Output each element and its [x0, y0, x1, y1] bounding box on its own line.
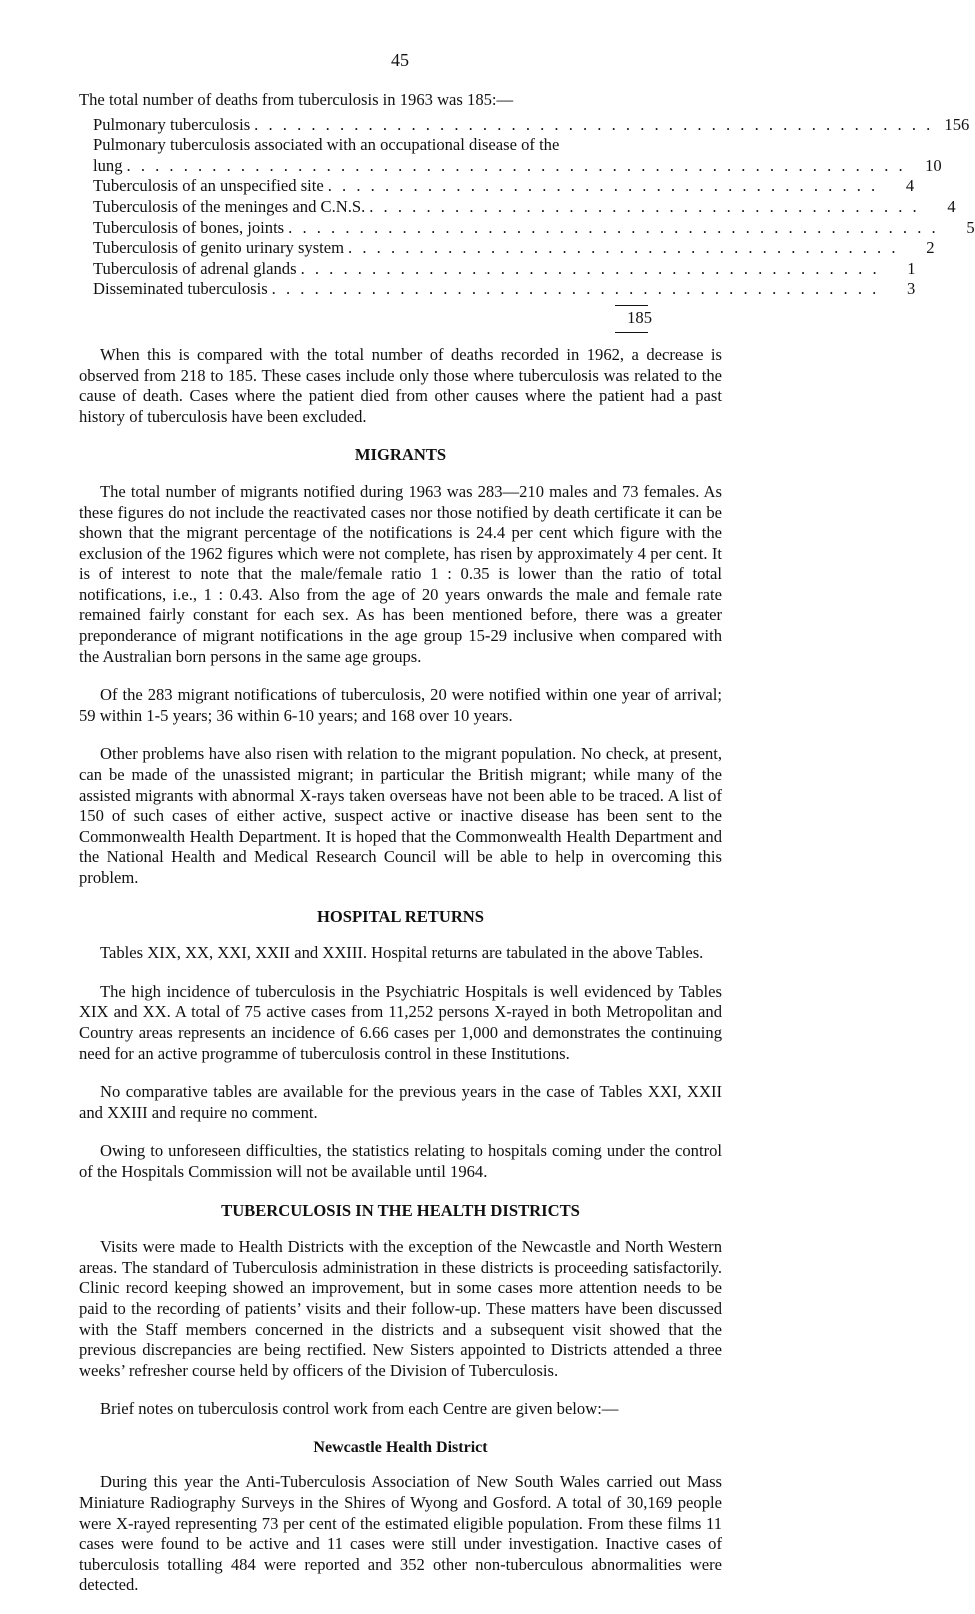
hospital-paragraph: Tables XIX, XX, XXI, XXII and XXIII. Hospital returns are tabulated in the above Tables. — [100, 943, 704, 963]
row-label: Tuberculosis of adrenal glands — [93, 258, 297, 278]
deaths-total: 185 — [627, 307, 652, 327]
table-row — [93, 217, 975, 239]
migrants-heading: MIGRANTS — [354, 445, 447, 465]
total-rule-bottom — [615, 332, 648, 333]
page-number: 45 — [391, 50, 409, 70]
row-value: 10 — [925, 155, 942, 175]
row-label: Tuberculosis of an unspecified site — [93, 176, 324, 196]
health-districts-heading: TUBERCULOSIS IN THE HEALTH DISTRICTS — [221, 1200, 580, 1220]
table-row — [93, 196, 956, 218]
row-value: 5 — [966, 217, 975, 237]
dot-leader: . . . . . . . . . . . . . . . . . . . . . . . . . . . . . . . . . . . . . . . . . . . . . . . . . . . . . . . — [126, 155, 906, 175]
districts-paragraph: Visits were made to Health Districts with the exception of the Newcastle and North Western areas. The standard of Tuberculosis administration in these districts is proceeding satisfactorily. Clinic record keeping showed an improvement, but in some cases more attention needs to be paid to the recording of patients’ visits and their follow-up. These matters have been discussed with the Staff members concerned in the districts and a subsequent visit showed that the previous discrepancies are being rectified. New Sisters appointed to Districts attended a three weeks’ refresher course held by officers of the Division of Tuberculosis. — [79, 1237, 722, 1380]
dot-leader: . . . . . . . . . . . . . . . . . . . . . . . . . . . . . . . . . . . . . . . — [369, 196, 920, 216]
row-value: 156 — [944, 114, 970, 134]
row-label: Disseminated tuberculosis — [93, 279, 268, 299]
row-value: 1 — [907, 258, 916, 278]
table-row — [93, 279, 916, 300]
deaths-intro: The total number of deaths from tuberculosis in 1963 was 185:— — [79, 90, 514, 109]
row-value: 4 — [947, 196, 956, 216]
dot-leader: . . . . . . . . . . . . . . . . . . . . . . . . . . . . . . . . . . . . . . . — [327, 176, 879, 196]
row-label-line1: Pulmonary tuberculosis associated with an occupational disease of the — [93, 135, 560, 155]
dot-leader: . . . . . . . . . . . . . . . . . . . . . . . . . . . . . . . . . . . . . . . . . . . . . . — [288, 217, 939, 237]
row-label: Pulmonary tuberculosis — [93, 114, 251, 134]
hospital-paragraph: Owing to unforeseen difficulties, the statistics relating to hospitals coming under the control of the Hospitals Commission will not be available until 1964. — [79, 1141, 722, 1181]
table-row — [93, 114, 970, 136]
row-label-line2 — [93, 155, 942, 177]
page-content — [79, 90, 975, 1614]
comparison-paragraph: When this is compared with the total number of deaths recorded in 1962, a decrease is observed from 218 to 185. These cases include only those where tuberculosis was related to the cause of death. Cases where the patient died from other causes where the patient had a past history of tuberculosis have been excluded. — [79, 344, 722, 426]
newcastle-paragraph: During this year the Anti-Tuberculosis Association of New South Wales carried out Mass Miniature Radiography Surveys in the Shires of Wyong and Gosford. A total of 30,169 people were X-rayed representing 73 per cent of the estimated eligible population. From these films 11 cases were found to be active and 11 cases were still under investigation. Inactive cases of tuberculosis totalling 484 were reported and 352 other non-tuberculous abnormalities were detected. — [79, 1472, 722, 1595]
row-label: Tuberculosis of bones, joints — [93, 217, 285, 237]
hospital-returns-heading: HOSPITAL RETURNS — [316, 906, 485, 926]
row-value: 4 — [905, 176, 915, 196]
row-label: lung — [93, 155, 123, 175]
table-row — [93, 135, 942, 176]
row-label: Tuberculosis of genito urinary system — [93, 238, 345, 258]
row-value: 2 — [926, 238, 935, 258]
migrants-paragraph: Other problems have also risen with relation to the migrant population. No check, at present, can be made of the unassisted migrant; in particular the British migrant; while many of the assisted migrants with abnormal X-rays taken overseas have not been able to be traced. A list of 150 of such cases of either active, suspect active or inactive disease has been sent to the Commonwealth Health Department. It is hoped that the Commonwealth Health Department and the National Health and Medical Research Council will be able to help in overcoming this problem. — [79, 744, 722, 887]
hospital-paragraph: The high incidence of tuberculosis in the Psychiatric Hospitals is well evidenced by Tables XIX and XX. A total of 75 active cases from 11,252 persons X-rayed in both Metropolitan and Country areas represents an incidence of 6.66 cases per 1,000 and demonstrates the continuing need for an active programme of tuberculosis control in these Institutions. — [79, 981, 722, 1063]
deaths-table — [93, 114, 975, 300]
table-row — [93, 258, 916, 280]
dot-leader: . . . . . . . . . . . . . . . . . . . . . . . . . . . . . . . . . . . . . . . . . — [300, 258, 880, 278]
dot-leader: . . . . . . . . . . . . . . . . . . . . . . . . . . . . . . . . . . . . . . . . . . . . . . . . — [254, 114, 934, 134]
newcastle-heading: Newcastle Health District — [313, 1438, 488, 1456]
hospital-paragraph: No comparative tables are available for the previous years in the case of Tables XXI, XXII and XXIII and require no comment. — [79, 1082, 722, 1122]
table-row — [93, 238, 935, 259]
migrants-paragraph: Of the 283 migrant notifications of tuberculosis, 20 were notified within one year of arrival; 59 within 1-5 years; 36 within 6-10 years; and 168 over 10 years. — [79, 685, 722, 725]
dot-leader: . . . . . . . . . . . . . . . . . . . . . . . . . . . . . . . . . . . . . . . . . . . — [271, 279, 880, 299]
districts-paragraph: Brief notes on tuberculosis control work from each Centre are given below:— — [100, 1399, 619, 1419]
row-label: Tuberculosis of the meninges and C.N.S. — [93, 196, 366, 216]
dot-leader: . . . . . . . . . . . . . . . . . . . . . . . . . . . . . . . . . . . . . . . — [348, 238, 899, 258]
row-value: 3 — [907, 279, 916, 299]
table-row — [93, 176, 915, 197]
migrants-paragraph: The total number of migrants notified during 1963 was 283—210 males and 73 females. As these figures do not include the reactivated cases nor those notified by death certificate it can be shown that the migrant percentage of the notifications is 24.4 per cent which figure with the exclusion of the 1962 figures which were not complete, has risen by approximately 4 per cent. It is of interest to note that the male/female ratio 1 : 0.35 is lower than the ratio of total notifications, i.e., 1 : 0.43. Also from the age of 20 years onwards the male and female rate remained fairly constant for each sex. As has been mentioned before, there was a greater preponderance of migrant notifications in the age group 15-29 inclusive when compared with the Australian born persons in the same age groups. — [79, 481, 722, 666]
